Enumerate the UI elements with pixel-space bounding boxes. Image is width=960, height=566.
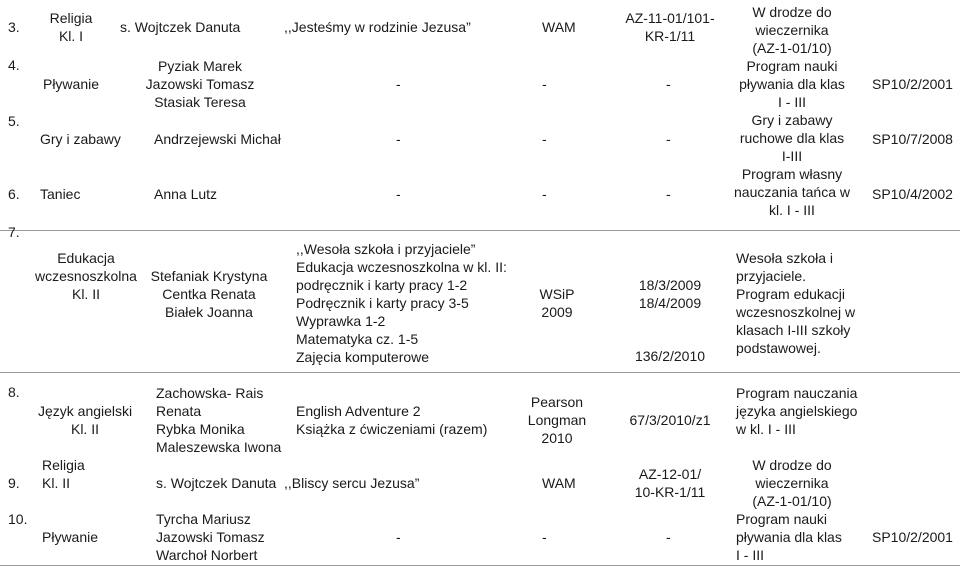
- title-line: Wyprawka 1-2: [296, 313, 386, 329]
- title-line: Matematyka cz. 1-5: [296, 331, 419, 347]
- author-name: Andrzejewski Michał: [154, 131, 281, 147]
- authors-cell: [156, 510, 265, 564]
- subject-line: Gry i zabawy: [40, 131, 121, 147]
- subject-line: wczesnoszkolna: [35, 268, 137, 284]
- program-cell: [736, 384, 857, 438]
- subject-cell: [42, 456, 85, 492]
- program-line: Gry i zabawy: [751, 112, 833, 128]
- approval-line: AZ-12-01/: [638, 466, 702, 482]
- title-line: Książka z ćwiczeniami (razem): [296, 421, 488, 437]
- author-name: Białek Joanna: [165, 304, 253, 320]
- approval-line: 10-KR-1/11: [634, 484, 706, 500]
- approval-line: KR-1/11: [644, 28, 696, 44]
- program-line: w kl. I - III: [736, 421, 796, 437]
- author-name: Stasiak Teresa: [154, 94, 246, 110]
- title-line: English Adventure 2: [296, 403, 421, 419]
- row-number: 9.: [8, 475, 20, 491]
- dash-placeholder: -: [396, 76, 401, 92]
- dash-placeholder: -: [666, 76, 671, 92]
- dash-placeholder: -: [542, 529, 547, 545]
- program-line: Program edukacji: [736, 286, 845, 302]
- dash-placeholder: -: [396, 529, 401, 545]
- subject-cell: [40, 9, 102, 45]
- program-code: SP10/7/2008: [872, 131, 953, 147]
- authors-cell: [150, 267, 268, 321]
- dash-placeholder: -: [542, 186, 547, 202]
- program-line: ruchowe dla klas: [739, 130, 845, 146]
- approval-number: [615, 276, 725, 312]
- publisher: WAM: [542, 475, 576, 491]
- title-line: ,,Wesoła szkoła i przyjaciele”: [296, 241, 476, 257]
- author-name: Warchoł Norbert: [156, 547, 258, 563]
- row-number: 10.: [8, 511, 28, 527]
- program-line: przyjaciele.: [736, 268, 807, 284]
- authors-cell: [138, 57, 262, 111]
- approval-number: [615, 465, 725, 501]
- program-line: Program nauki: [736, 511, 828, 527]
- row-separator: [0, 372, 960, 373]
- program-cell: [722, 456, 862, 510]
- dash-placeholder: -: [396, 186, 401, 202]
- program-cell: [736, 510, 842, 564]
- row-separator: [0, 230, 960, 231]
- approval-number: 136/2/2010: [634, 348, 706, 364]
- publisher-line: 2009: [541, 304, 573, 320]
- subject-line: Edukacja: [57, 250, 115, 266]
- program-code: SP10/2/2001: [872, 76, 953, 92]
- author-name: Stefaniak Krystyna: [150, 268, 268, 284]
- publisher: [520, 393, 594, 447]
- program-line: wczesnoszkolnej w: [736, 304, 856, 320]
- author-name: Centka Renata: [162, 286, 256, 302]
- title-line: Podręcznik i karty pracy 3-5: [296, 295, 469, 311]
- title-line: Edukacja wczesnoszkolna w kl. II:: [296, 259, 507, 275]
- approval-number: 67/3/2010/z1: [629, 412, 711, 428]
- approval-line: 18/3/2009: [638, 277, 702, 293]
- subject-line: Kl. II: [70, 421, 99, 437]
- book-title: ,,Jesteśmy w rodzinie Jezusa”: [284, 19, 471, 35]
- program-line: języka angielskiego: [736, 403, 858, 419]
- author-name: Pyziak Marek: [157, 58, 243, 74]
- dash-placeholder: -: [396, 131, 401, 147]
- program-line: I - III: [778, 94, 806, 110]
- publisher-line: Pearson: [530, 394, 584, 410]
- title-line: Zajęcia komputerowe: [296, 349, 430, 365]
- program-code: SP10/2/2001: [872, 529, 953, 545]
- subject-line: Religia: [49, 10, 93, 26]
- dash-placeholder: -: [542, 131, 547, 147]
- publisher-line: 2010: [541, 430, 573, 446]
- subject-cell: [34, 249, 138, 303]
- authors-cell: [156, 384, 281, 456]
- author-name: Zachowska- Rais: [156, 385, 264, 401]
- publisher-line: WSiP: [539, 286, 575, 302]
- approval-line: 18/4/2009: [638, 295, 702, 311]
- author-name: Maleszewska Iwona: [156, 439, 282, 455]
- row-number: 7.: [8, 224, 20, 240]
- publisher-line: Longman: [527, 412, 587, 428]
- program-line: Wesoła szkoła i: [736, 250, 834, 266]
- subject-line: Kl. II: [71, 286, 100, 302]
- program-line: W drodze do: [752, 457, 832, 473]
- program-code: SP10/4/2002: [872, 186, 953, 202]
- row-number: 3.: [8, 19, 20, 35]
- program-line: (AZ-1-01/10): [752, 493, 832, 509]
- dash-placeholder: -: [666, 186, 671, 202]
- program-line: wieczernika: [755, 475, 829, 491]
- subject-line: Pływanie: [42, 529, 99, 545]
- program-line: Program nauki: [746, 58, 838, 74]
- program-line: I-III: [781, 148, 803, 164]
- program-line: nauczania tańca w: [734, 184, 850, 200]
- subject-cell: [38, 402, 132, 438]
- program-line: W drodze do: [752, 4, 832, 20]
- author-name: Anna Lutz: [154, 186, 218, 202]
- author-name: Jazowski Tomasz: [145, 76, 255, 92]
- approval-line: AZ-11-01/101-: [625, 10, 715, 26]
- program-line: (AZ-1-01/10): [752, 40, 832, 56]
- author-name: Jazowski Tomasz: [156, 529, 265, 545]
- dash-placeholder: -: [666, 529, 671, 545]
- subject-line: Pływanie: [42, 76, 100, 92]
- title-cell: [296, 402, 487, 438]
- program-line: pływania dla klas: [739, 76, 845, 92]
- author-name: Rybka Monika: [156, 421, 245, 437]
- publisher: [528, 285, 586, 321]
- program-cell: [722, 3, 862, 219]
- subject-line: Język angielski: [38, 403, 133, 419]
- subject-line: Kl. II: [42, 475, 71, 491]
- row-number: 8.: [8, 384, 20, 400]
- author-name: s. Wojtczek Danuta: [156, 475, 277, 491]
- program-line: I - III: [736, 547, 764, 563]
- row-number: 5.: [8, 113, 20, 129]
- publisher: WAM: [542, 19, 576, 35]
- title-cell: [296, 240, 507, 366]
- title-line: podręcznik i karty pracy 1-2: [296, 277, 468, 293]
- program-cell: [736, 249, 855, 357]
- author-name: s. Wojtczek Danuta: [120, 19, 241, 35]
- dash-placeholder: -: [542, 76, 547, 92]
- program-line: Program własny: [741, 166, 843, 182]
- program-line: podstawowej.: [736, 340, 821, 356]
- subject-line: Taniec: [40, 186, 81, 202]
- program-line: kl. I - III: [769, 202, 815, 218]
- subject-line: Kl. I: [58, 28, 84, 44]
- author-name: Tyrcha Mariusz: [156, 511, 251, 527]
- book-title: ,,Bliscy sercu Jezusa”: [284, 475, 420, 491]
- program-line: pływania dla klas: [736, 529, 842, 545]
- program-line: klasach I-III szkoły: [736, 322, 851, 338]
- dash-placeholder: -: [666, 131, 671, 147]
- program-line: wieczernika: [755, 22, 829, 38]
- row-number: 6.: [8, 186, 20, 202]
- approval-number: [615, 9, 725, 45]
- row-number: 4.: [8, 57, 20, 73]
- author-name: Renata: [156, 403, 202, 419]
- subject-line: Religia: [42, 457, 85, 473]
- program-line: Program nauczania: [736, 385, 858, 401]
